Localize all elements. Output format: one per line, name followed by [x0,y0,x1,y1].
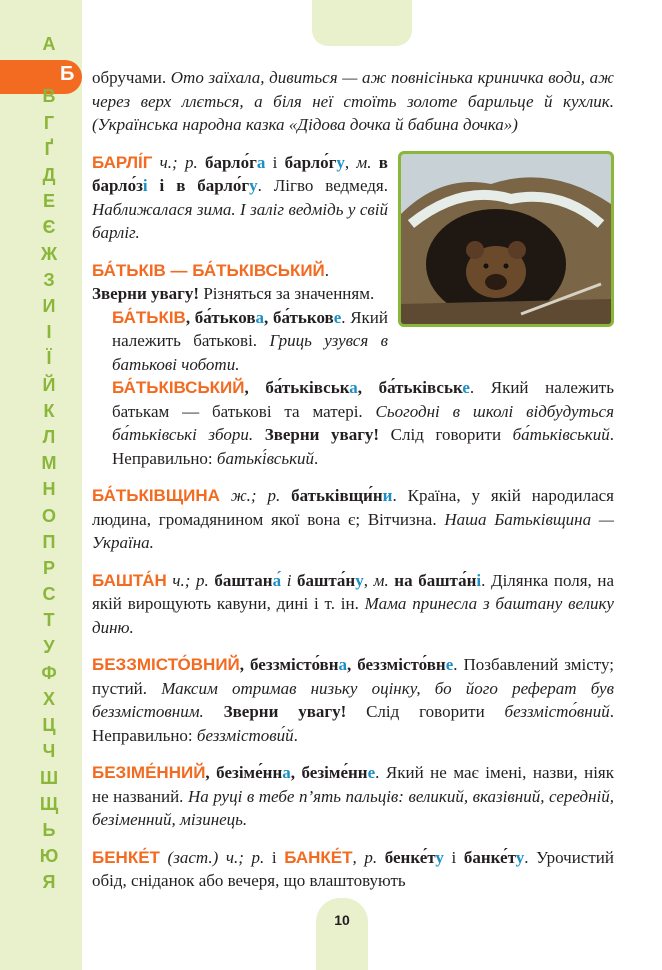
entry-benket-text: БЕНКЕ́Т (заст.) ч.; р. і БАНКЕ́Т, р. бенке́ту і банке́ту. Урочистий обід, сніданок або вечеря, що влаштовують [92,847,615,890]
alphabet-letter[interactable]: Є [42,217,56,238]
alphabet-letter[interactable]: У [43,636,55,657]
alphabet-letter[interactable]: Й [42,374,56,395]
alphabet-letter[interactable]: Д [42,165,56,185]
entry-bezimennyi-text: БЕЗІМЕ́ННИЙ, безіме́нна, безіме́нне. Який не має імені, назви, ніяк не названий. На руці в тебе п’ять пальців: великий, вказівний, середній, безіменний, мізинець. [92,763,615,829]
alphabet-letter[interactable]: О [41,505,56,526]
alphabet-letter[interactable]: Ч [42,741,56,762]
alphabet-letter[interactable]: Т [43,610,55,631]
alphabet-letter[interactable]: Ь [42,820,56,840]
page-content [92,66,614,893]
active-letter: Б [60,63,75,85]
alphabet-letter[interactable]: Ф [41,662,57,683]
alphabet-letter[interactable]: К [43,400,55,421]
alphabet-letter[interactable]: П [42,531,56,552]
alphabet-letter[interactable]: Щ [39,793,59,814]
entry-barlig-text: БАРЛІ́Г ч.; р. барло́га і барло́гу, м. в барло́зі і в барло́гу. Лігво ведмедя. Наближалася зима. І заліг ведмідь у свій барліг. [92,152,388,242]
alphabet-letter[interactable]: С [42,584,56,605]
alphabet-letter[interactable]: М [41,453,57,474]
alphabet-letter[interactable]: А [42,34,56,54]
entry-bezzmistovnyi [92,653,614,747]
bear-den-image [401,154,611,324]
entry-batkiv-header: БА́ТЬКІВ — БА́ТЬКІВСЬКИЙ. Зверни увагу! Різняться за значенням. [92,260,375,303]
entry-bezzmistovnyi-text: БЕЗЗМІСТО́ВНИЙ, беззмісто́вна, беззмісто́вне. Позбавлений змісту; пустий. Максим отримав низьку оцінку, бо його реферат був беззмістовним. Зверни увагу! Слід говорити беззмісто́вний. Неправильно: беззмістови́й. [92,655,614,745]
alphabet-letter[interactable]: Х [42,689,55,709]
alphabet-letter[interactable]: Ц [42,715,56,736]
entry-batkiv: БА́ТЬКІВ, ба́тькова, ба́тькове. Який належить батькові. Гриць узувся в батькові чоботи. [112,307,388,374]
page-number: 10 [334,912,350,928]
page-number-tab [316,898,368,970]
alphabet-letter[interactable]: Г [43,112,55,133]
entry-bezimennyi [92,761,614,832]
alphabet-letter[interactable]: Л [42,427,56,447]
entry-batkivshchyna [92,484,614,555]
alphabet-letter[interactable]: Ю [39,846,59,867]
entry-barlig [92,151,614,245]
alphabet-letter[interactable]: Е [42,191,55,212]
alphabet-letter[interactable]: Ґ [44,138,54,159]
alphabet-letter[interactable]: Р [42,558,55,578]
intro-paragraph: обручами. Ото заїхала, дивиться — аж повнісінька криничка води, аж через верх ллється, а біля неї стоїть золоте барильце й кухлик. (Українська народна казка «Дідова дочка й бабина дочка») [92,68,614,134]
alphabet-letter[interactable]: Н [42,479,56,500]
alphabet-letter[interactable]: Я [42,872,56,893]
entry-batkivskyi: БА́ТЬКІВСЬКИЙ, ба́тьківська, ба́тьківське. Який належить батькам — батькові та матері. Сьогодні в школі відбудуться ба́тьківські збори. Зверни увагу! Слід говорити ба́тьківський. Неправильно: батькі́вський. [112,378,615,468]
bear-den-photo [398,151,614,327]
alphabet-letter[interactable]: И [42,296,56,316]
top-tab [312,0,412,46]
entry-bashtan-text: БАШТА́Н ч.; р. баштана́ і башта́ну, м. на башта́ні. Ділянка поля, на якій вирощують кавуни, дині і т. ін. Мама принесла з баштану велику диню. [92,570,615,637]
entry-benket [92,846,614,893]
alphabet-letter[interactable]: З [43,269,55,290]
alphabet-letter[interactable]: Ї [46,348,52,369]
alphabet-letter[interactable]: І [46,322,52,343]
alphabet-letter[interactable]: Ш [39,767,59,788]
entry-bashtan [92,569,614,640]
alphabet-letter[interactable]: В [42,86,56,107]
alphabet-letter[interactable]: Ж [40,243,58,264]
entry-batkivshchyna-text: БА́ТЬКІВЩИНА ж.; р. батьківщи́ни. Країна, у якій народилася людина, громадянином якої вона є; Вітчизна. Наша Батьківщина — Україна. [92,486,614,552]
